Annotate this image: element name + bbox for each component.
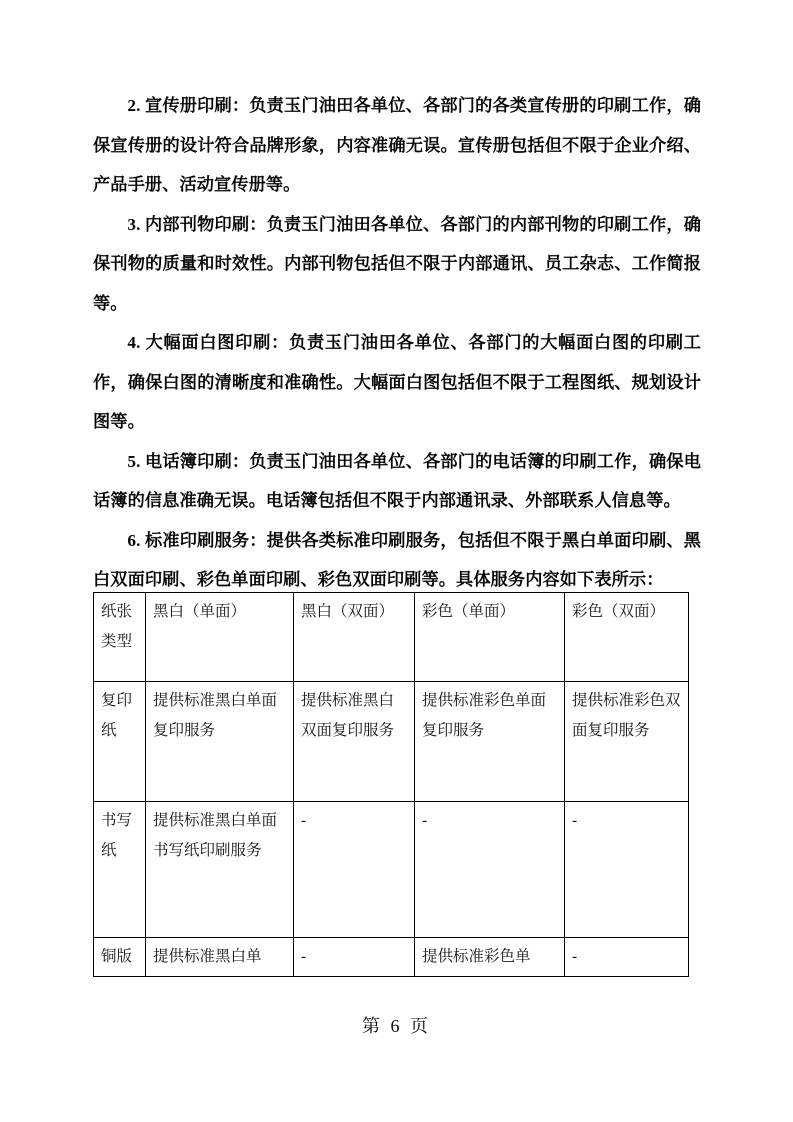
page-number: 第 6 页 xyxy=(362,1016,431,1036)
table-cell-color-double: 提供标准彩色双面复印服务 xyxy=(565,682,689,802)
table-header-cell-bw-single: 黑白（单面） xyxy=(146,593,294,682)
paragraph-6: 6. 标准印刷服务：提供各类标准印刷服务，包括但不限于黑白单面印刷、黑白双面印刷、彩色单面印刷、彩色双面印刷等。具体服务内容如下表所示： xyxy=(93,530,701,589)
page-footer xyxy=(0,1012,793,1038)
table-cell-paper-type: 复印纸 xyxy=(94,682,146,802)
standard-print-service-table-wrap xyxy=(93,592,688,977)
table-row xyxy=(94,802,689,938)
table-cell-color-single: 提供标准彩色单 xyxy=(415,938,565,977)
table-row xyxy=(94,938,689,977)
table-header-cell-color-single: 彩色（单面） xyxy=(415,593,565,682)
table-cell-bw-double: - xyxy=(294,938,415,977)
table-row xyxy=(94,682,689,802)
table-header-row xyxy=(94,593,689,682)
paragraph-2: 2. 宣传册印刷：负责玉门油田各单位、各部门的各类宣传册的印刷工作，确保宣传册的设计符合品牌形象，内容准确无误。宣传册包括但不限于企业介绍、产品手册、活动宣传册等。 xyxy=(93,96,701,194)
table-header-cell-bw-double: 黑白（双面） xyxy=(294,593,415,682)
table-cell-bw-single: 提供标准黑白单面书写纸印刷服务 xyxy=(146,802,294,938)
standard-print-service-table xyxy=(93,592,689,977)
table-cell-color-double: - xyxy=(565,802,689,938)
paragraph-3: 3. 内部刊物印刷：负责玉门油田各单位、各部门的内部刊物的印刷工作，确保刊物的质量和时效性。内部刊物包括但不限于内部通讯、员工杂志、工作简报等。 xyxy=(93,214,701,313)
table-cell-bw-single: 提供标准黑白单 xyxy=(146,938,294,977)
table-cell-paper-type: 铜版 xyxy=(94,938,146,977)
table-cell-color-single: - xyxy=(415,802,565,938)
paragraph-4: 4. 大幅面白图印刷：负责玉门油田各单位、各部门的大幅面白图的印刷工作，确保白图的清晰度和准确性。大幅面白图包括但不限于工程图纸、规划设计图等。 xyxy=(93,333,701,431)
table-cell-paper-type: 书写纸 xyxy=(94,802,146,938)
table-cell-color-double: - xyxy=(565,938,689,977)
paragraph-5: 5. 电话簿印刷：负责玉门油田各单位、各部门的电话簿的印刷工作，确保电话簿的信息准确无误。电话簿包括但不限于内部通讯录、外部联系人信息等。 xyxy=(93,451,701,510)
document-body xyxy=(93,86,701,600)
table-cell-color-single: 提供标准彩色单面复印服务 xyxy=(415,682,565,802)
table-header-cell-color-double: 彩色（双面） xyxy=(565,593,689,682)
table-header-cell-paper-type: 纸张类型 xyxy=(94,593,146,682)
table-cell-bw-single: 提供标准黑白单面复印服务 xyxy=(146,682,294,802)
table-cell-bw-double: - xyxy=(294,802,415,938)
table-cell-bw-double: 提供标准黑白双面复印服务 xyxy=(294,682,415,802)
